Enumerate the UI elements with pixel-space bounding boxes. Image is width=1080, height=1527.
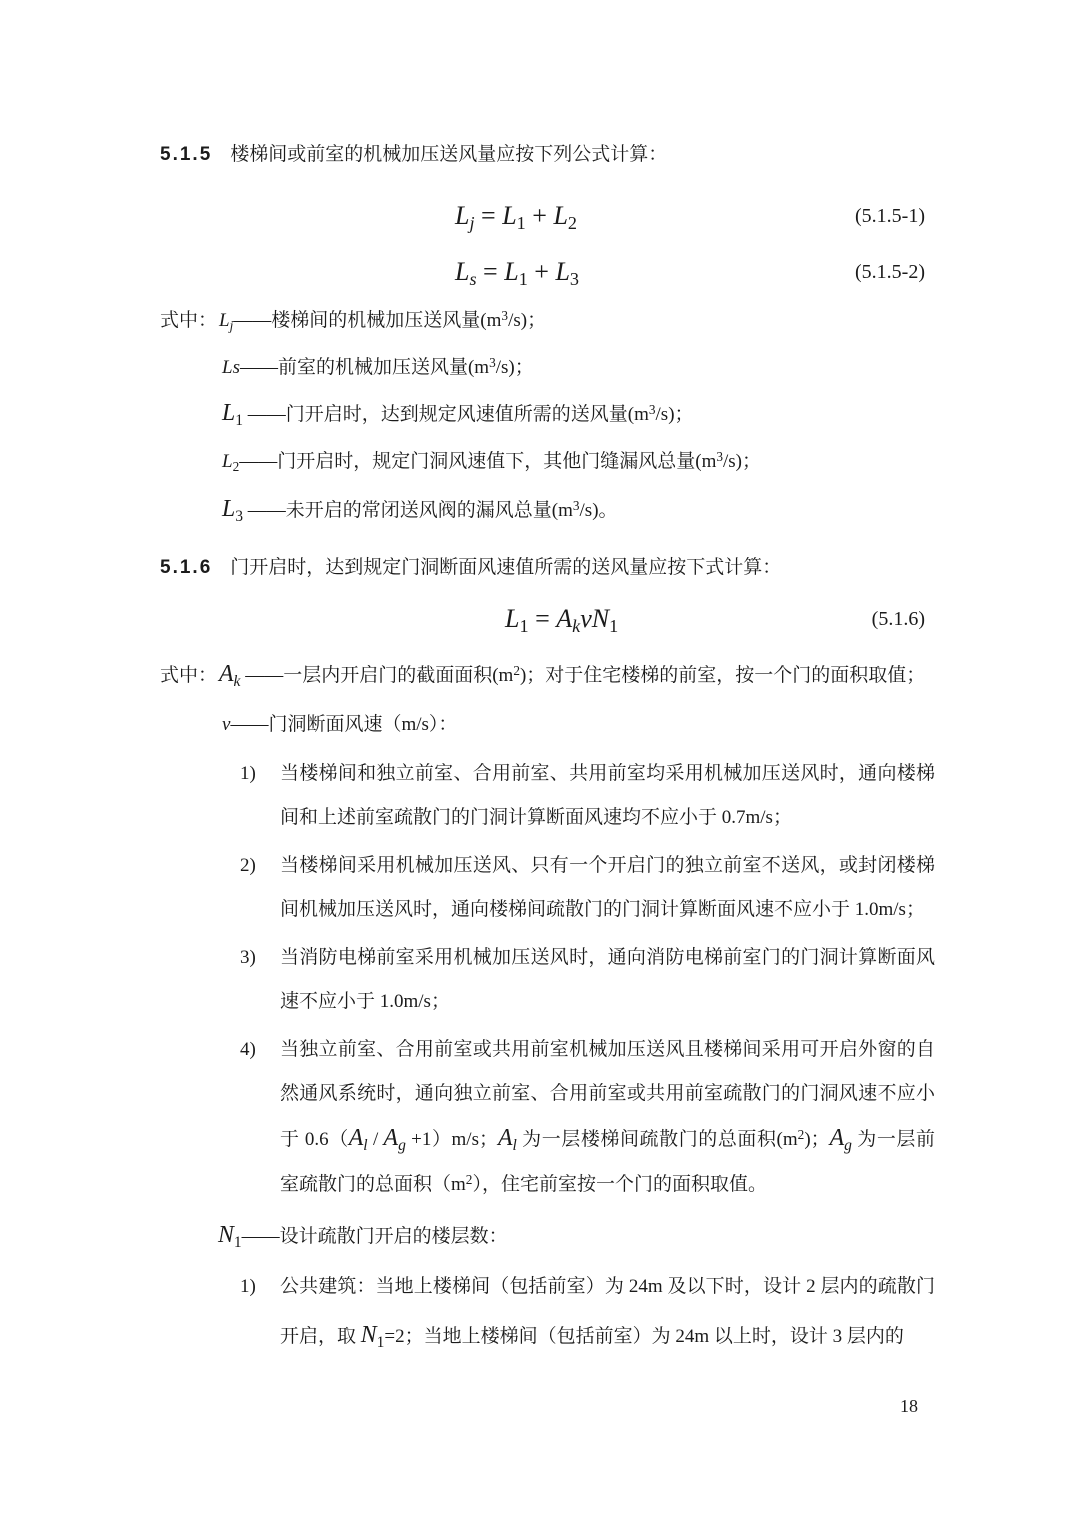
clause-item-1 — [160, 752, 960, 840]
section-number: 5.1.5 — [160, 144, 213, 165]
clause-text: 公共建筑：当地上楼梯间（包括前室）为 24m 及以下时，设计 2 层内的疏散门开启，取 $N_1=2$；当地上楼梯间（包括前室）为 24m 以上时，设计 3 层内的 — [280, 1276, 935, 1352]
definition-l3 — [222, 492, 960, 529]
clause-text: 当楼梯间采用机械加压送风、只有一个开启门的独立前室不送风，或封闭楼梯间机械加压送风时，通向楼梯间疏散门的门洞计算断面风速不应小于 1.0m/s； — [280, 855, 935, 920]
definition-text: $N_1——$设计疏散门开启的楼层数： — [218, 1222, 508, 1252]
equation-5-1-6 — [160, 599, 960, 639]
equation-5-1-5-2 — [160, 252, 960, 292]
section-number: 5.1.6 — [160, 557, 213, 578]
clause-text: 当楼梯间和独立前室、合用前室、共用前室均采用机械加压送风时，通向楼梯间和上述前室疏散门的门洞计算断面风速均不应小于 0.7m/s； — [280, 763, 935, 828]
clause-number: 1) — [240, 1276, 256, 1297]
definition-text: $L_3$ ——未开启的常闭送风阀的漏风总量$(m^3/s)$。 — [222, 496, 618, 526]
clause-text: 当消防电梯前室采用机械加压送风时，通向消防电梯前室门的门洞计算断面风速不应小于 1.0m/s； — [280, 947, 935, 1012]
section-5-1-6-heading — [160, 553, 960, 583]
definition-ls — [222, 353, 960, 384]
definition-v — [222, 710, 960, 740]
equation-formula: L1 = AkvN1 — [505, 604, 619, 637]
definition-text: $A_k$ ——一层内开启门的截面面积$(m^2)$；对于住宅楼梯的前室，按一个门的面积取值； — [219, 661, 926, 691]
equation-formula: Lj = L1 + L2 — [455, 201, 577, 234]
equation-number: (5.1.5-2) — [855, 261, 925, 283]
definition-ak — [160, 657, 960, 694]
definition-l2 — [222, 447, 960, 478]
clause-item-2 — [160, 844, 960, 932]
equation-formula: Ls = L1 + L3 — [455, 257, 580, 290]
where-label: 式中： — [160, 310, 218, 331]
definition-l1 — [222, 396, 960, 433]
where-label: 式中： — [160, 665, 218, 686]
equation-number: (5.1.5-1) — [855, 205, 925, 227]
clause-number: 4) — [240, 1039, 256, 1060]
section-title: 楼梯间或前室的机械加压送风量应按下列公式计算： — [230, 144, 668, 165]
n1-subclause-1 — [160, 1263, 960, 1362]
definition-text: L2——门开启时，规定门洞风速值下，其他门缝漏风总量$(m^3/s)$； — [222, 449, 762, 474]
definition-lj — [160, 306, 960, 337]
section-5-1-5-heading — [160, 140, 960, 170]
equation-number: (5.1.6) — [871, 608, 925, 630]
equation-5-1-5-1 — [160, 196, 960, 236]
clause-number: 2) — [240, 855, 256, 876]
definition-text: v——门洞断面风速（m/s）： — [222, 714, 458, 735]
clause-number: 1) — [240, 763, 256, 784]
page-number: 18 — [900, 1396, 918, 1416]
definition-text: Ls——前室的机械加压送风量$(m^3/s)$； — [222, 355, 534, 378]
clause-text: 当独立前室、合用前室或共用前室机械加压送风且楼梯间采用可开启外窗的自然通风系统时，通向独立前室、合用前室或共用前室疏散门的门洞风速不应小于 $0.6(A_l / A_g +1)m/s$；$A_l$ 为一层楼梯间疏散门的总面积$(m^2)$；$A_g$ 为一层前室疏散门的总面积$(m^2)$，住宅前室按一个门的面积取值。 — [280, 1039, 935, 1195]
clause-item-4 — [160, 1028, 960, 1208]
page-content — [160, 0, 960, 1362]
clause-item-3 — [160, 936, 960, 1024]
definition-text: Lj——楼梯间的机械加压送风量$(m^3/s)$； — [219, 308, 547, 333]
definition-n1 — [218, 1218, 960, 1255]
section-title: 门开启时，达到规定门洞断面风速值所需的送风量应按下式计算： — [230, 557, 782, 578]
definition-text: $L_1$ ——门开启时，达到规定风速值所需的送风量$(m^3/s)$； — [222, 400, 694, 430]
clause-number: 3) — [240, 947, 256, 968]
